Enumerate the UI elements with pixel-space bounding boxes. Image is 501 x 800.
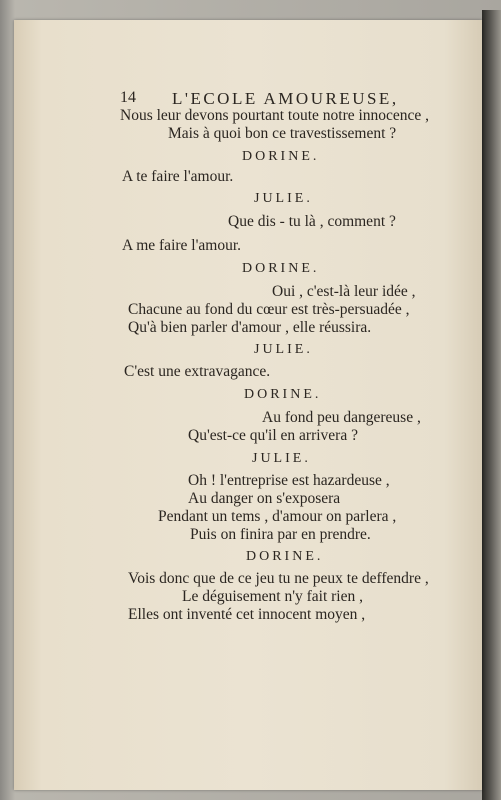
verse-line: Que dis - tu là , comment ? [228, 213, 396, 230]
speaker-name: DORINE. [242, 261, 320, 276]
speaker-name: DORINE. [244, 387, 322, 402]
running-title: L'ECOLE AMOUREUSE, [172, 89, 399, 108]
verse-line: Chacune au fond du cœur est très-persuadée , [128, 301, 410, 318]
book-binding-edge [482, 10, 501, 800]
verse-line: Mais à quoi bon ce travestissement ? [168, 125, 397, 142]
speaker-name: JULIE. [254, 191, 313, 206]
page-number: 14 [120, 89, 136, 106]
verse-line: Oh ! l'entreprise est hazardeuse , [188, 472, 390, 489]
verse-line: Au fond peu dangereuse , [262, 409, 421, 426]
speaker-name: DORINE. [246, 549, 324, 564]
speaker-name: JULIE. [254, 342, 313, 357]
verse-line: A me faire l'amour. [122, 237, 242, 254]
verse-line: Qu'à bien parler d'amour , elle réussira. [128, 319, 372, 336]
verse-line: A te faire l'amour. [122, 168, 234, 185]
verse-line: C'est une extravagance. [124, 363, 271, 380]
verse-line: Elles ont inventé cet innocent moyen , [128, 606, 366, 623]
speaker-name: DORINE. [242, 149, 320, 164]
verse-line: Au danger on s'exposera [188, 490, 341, 507]
verse-line: Oui , c'est-là leur idée , [272, 283, 416, 300]
verse-line: Pendant un tems , d'amour on parlera , [158, 508, 397, 525]
verse-line: Nous leur devons pourtant toute notre innocence , [120, 107, 430, 124]
speaker-name: JULIE. [252, 451, 311, 466]
verse-line: Qu'est-ce qu'il en arrivera ? [188, 427, 358, 444]
verse-line: Puis on finira par en prendre. [190, 526, 371, 543]
verse-line: Vois donc que de ce jeu tu ne peux te deffendre , [128, 570, 429, 587]
verse-line: Le déguisement n'y fait rien , [182, 588, 363, 605]
